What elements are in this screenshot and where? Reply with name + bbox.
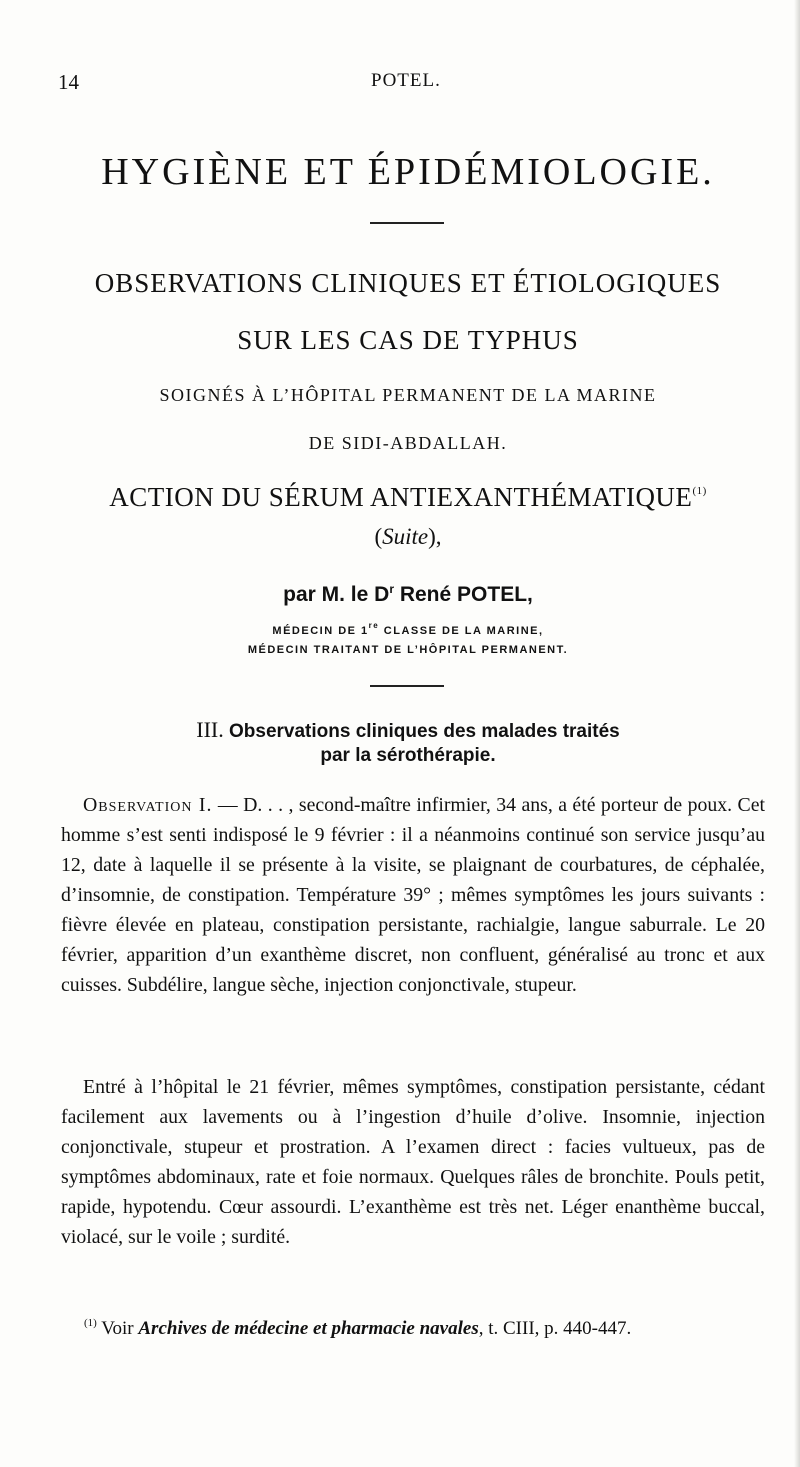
article-title-line-5 <box>58 482 758 513</box>
footnote-reference: (1) <box>692 485 707 497</box>
subsection-heading-line-1 <box>58 717 758 743</box>
article-title-line-2: SUR LES CAS DE TYPHUS <box>237 325 579 355</box>
observation-label: Observation I. <box>83 794 213 816</box>
author-name: René POTEL, <box>394 583 533 606</box>
article-title-line-4: DE SIDI-ABDALLAH. <box>308 433 508 453</box>
observation-text-2: Entré à l’hôpital le 21 février, mêmes symptômes, constipation persistante, cédant facilement aux lavements ou à l’ingestion d’huile d’olive. Insomnie, injection conjonctivale, stupeur et prostration. A l’examen direct : facies vultueux, pas de symptômes abdominaux, rate et foie normaux. Quelques râles de bronchite. Pouls petit, rapide, hypotendu. Cœur assourdi. L’exanthème est très net. Léger enanthème buccal, violacé, sur le voile ; surdité. <box>61 1076 765 1248</box>
affil1-pre: MÉDECIN DE 1 <box>272 625 369 637</box>
author-affiliation-2: MÉDECIN TRAITANT DE L’HÔPITAL PERMANENT. <box>247 644 569 656</box>
author-prefix: par M. le D <box>283 583 390 606</box>
subsection-heading-line-2: par la sérothérapie. <box>320 745 496 766</box>
footnote-post: , t. CIII, p. 440-447. <box>478 1318 632 1339</box>
page-number: 14 <box>58 70 79 94</box>
running-title: POTEL. <box>371 70 441 91</box>
footnote-journal: Archives de médecine et pharmacie navales <box>138 1318 479 1339</box>
section-title: HYGIÈNE ET ÉPIDÉMIOLOGIE. <box>101 151 715 193</box>
footnote <box>84 1317 774 1340</box>
observation-paragraph-2 <box>61 1072 765 1252</box>
divider-rule <box>370 222 444 224</box>
article-title-line-5-text: ACTION DU SÉRUM ANTIEXANTHÉMATIQUE <box>109 482 693 512</box>
subsection-heading-text-1: Observations cliniques des malades traités <box>223 721 620 742</box>
author-affiliation-1 <box>58 621 758 637</box>
author-dr-sup: r <box>389 582 394 596</box>
scan-page-edge <box>794 0 800 1467</box>
affil1-sup: re <box>368 621 380 630</box>
affil1-post: CLASSE DE LA MARINE, <box>379 625 544 637</box>
suite-word: Suite <box>382 524 429 549</box>
divider-rule <box>370 685 444 687</box>
article-title-line-3: SOIGNÉS À L’HÔPITAL PERMANENT DE LA MARINE <box>159 385 657 405</box>
observation-paragraph-1 <box>61 790 765 1000</box>
running-head <box>58 70 758 96</box>
suite-close-paren: ), <box>428 524 442 549</box>
observation-text: — D. . . , second-maître infirmier, 34 ans, a été porteur de poux. Cet homme s’est senti indisposé le 9 février : il a néanmoins continué son service jusqu’au 12, date à laquelle il se présente à la visite, se plaignant de courbatures, de céphalée, d’insomnie, de constipation. Température 39° ; mêmes symptômes les jours suivants : fièvre élevée en plateau, constipation persistante, rachialgie, langue saburrale. Le 20 février, apparition d’un exanthème discret, non confluent, généralisé au tronc et aux cuisses. Subdélire, langue sèche, injection conjonctivale, stupeur. <box>61 794 765 996</box>
article-title-suite <box>58 524 758 550</box>
suite-open-paren: ( <box>374 524 383 549</box>
footnote-marker: (1) <box>84 1317 97 1329</box>
article-title-line-1: OBSERVATIONS CLINIQUES ET ÉTIOLOGIQUES <box>94 268 722 298</box>
footnote-pre: Voir <box>96 1318 139 1339</box>
subsection-numeral: III. <box>196 717 224 742</box>
author-line <box>58 582 758 607</box>
